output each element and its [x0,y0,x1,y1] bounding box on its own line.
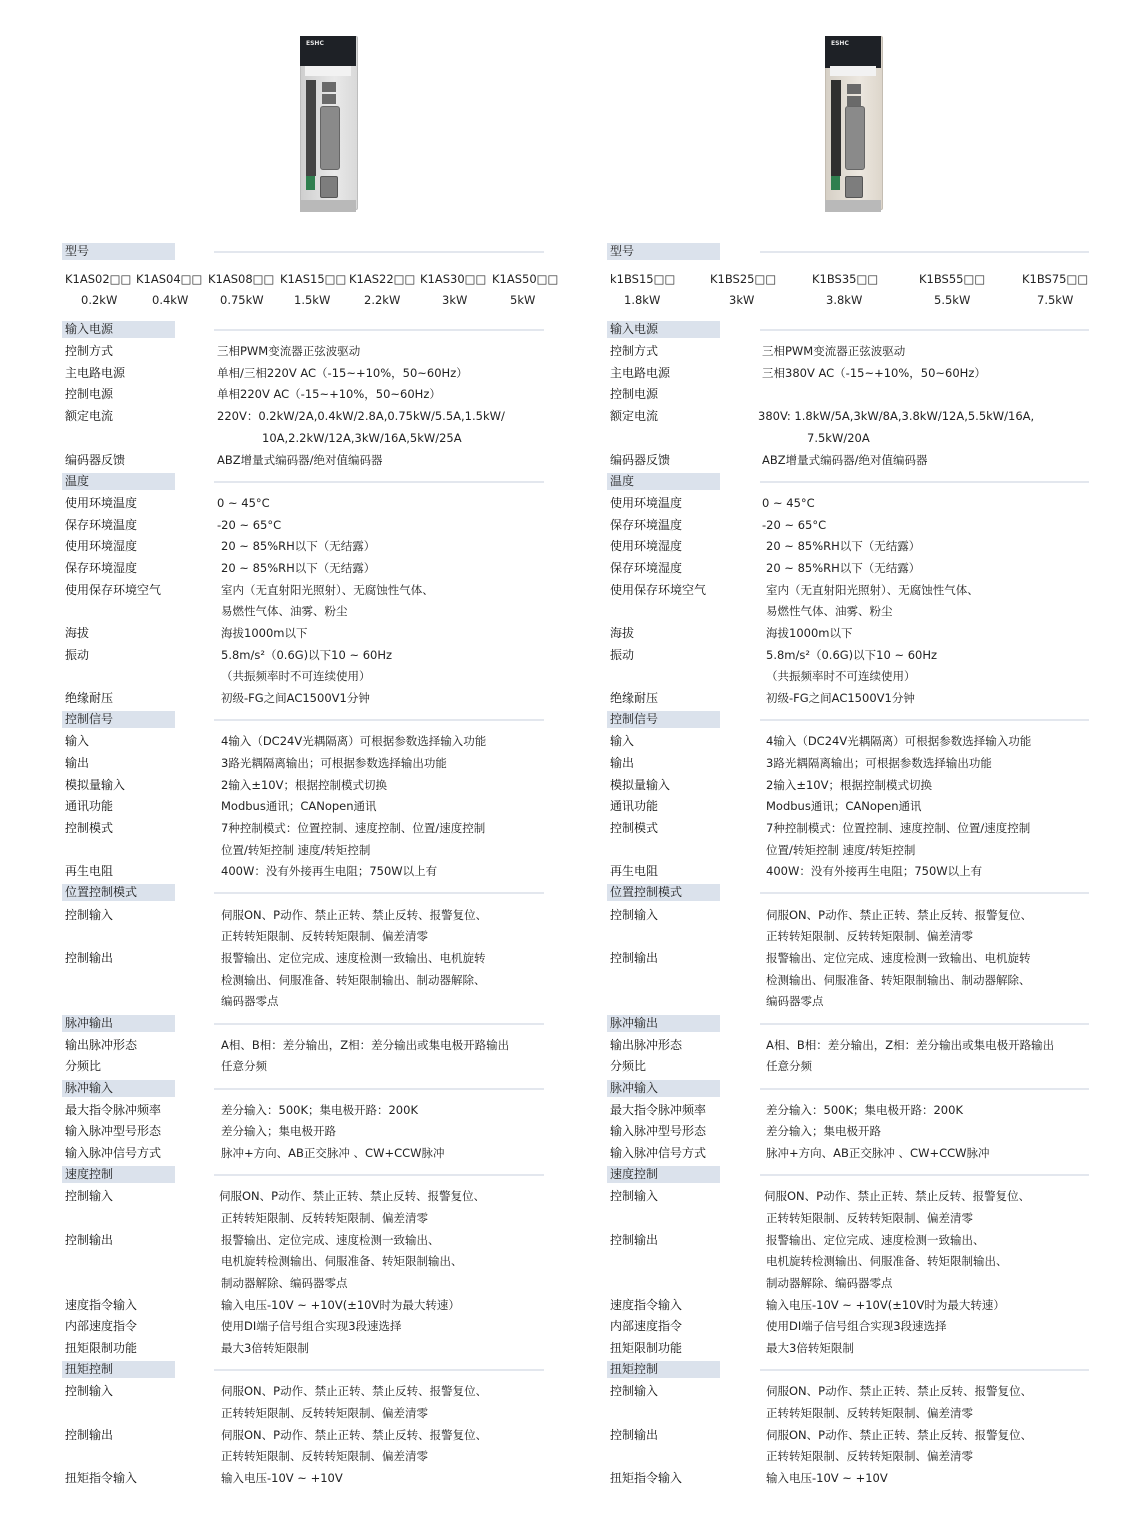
value-use-humidity: 20 ~ 85%RH以下（无结露） [221,539,376,553]
label-rated-current: 额定电流 [610,409,659,423]
value-encoder: ABZ增量式编码器/绝对值编码器 [217,453,383,467]
label-speed-cmd: 速度指令输入 [65,1298,138,1312]
value-ctrl-input: 正转转矩限制、反转转矩限制、偏差清零 [221,1406,428,1420]
label-ctrl-output: 控制输出 [610,951,659,965]
label-torque-limit: 扭矩限制功能 [65,1341,138,1355]
value-ctrl-modes: 位置/转矩控制 速度/转矩控制 [766,843,916,857]
value-ctrl-input: 正转转矩限制、反转转矩限制、偏差清零 [221,929,428,943]
model-name: k1BS15□□ [610,272,676,286]
label-divider: 分频比 [610,1059,647,1073]
label-torque-cmd: 扭矩指令输入 [65,1471,138,1485]
value-pulse-sig: 脉冲+方向、AB正交脉冲 、CW+CCW脉冲 [221,1146,445,1160]
label-analog: 模拟量输入 [610,778,671,792]
label-speed-cmd: 速度指令输入 [610,1298,683,1312]
value-divider: 任意分频 [766,1059,812,1073]
value-ctrl-output: 电机旋转检测输出、伺服准备、转矩限制输出、 [766,1254,1008,1268]
value-torque-limit: 最大3倍转矩限制 [766,1341,854,1355]
value-input: 4输入（DC24V光耦隔离）可根据参数选择输入功能 [766,734,1032,748]
value-ctrl-output: 电机旋转检测输出、伺服准备、转矩限制输出、 [221,1254,463,1268]
value-ctrl-input: 伺服ON、P动作、禁止正转、禁止反转、报警复位、 [766,908,1033,922]
value-air: 室内（无直射阳光照射）、无腐蚀性气体、 [221,583,434,597]
model-name: K1AS30□□ [420,272,487,286]
divider [214,892,544,894]
value-vibration: 5.8m/s²（0.6G)以下10 ~ 60Hz [221,648,393,662]
value-vibration: （共振频率时不可连续使用） [766,669,916,683]
value-store-temp: -20 ~ 65°C [762,518,827,532]
section-torque-ctrl: 扭矩控制 [607,1361,720,1378]
divider [214,1088,544,1090]
label-encoder: 编码器反馈 [610,453,671,467]
value-pulse-form: A相、B相：差分输出，Z相：差分输出或集电极开路输出 [221,1038,510,1052]
section-control-signal: 控制信号 [62,711,175,728]
divider [760,719,1089,721]
label-regen: 再生电阻 [65,864,114,878]
value-speed-cmd: 输入电压-10V ~ +10V(±10V时为最大转速） [221,1298,460,1312]
value-vibration: 5.8m/s²（0.6G)以下10 ~ 60Hz [766,648,938,662]
divider [214,329,544,331]
section-model: 型号 [62,243,175,260]
label-pulse-form: 输出脉冲形态 [65,1038,138,1052]
section-position-mode: 位置控制模式 [62,884,175,901]
section-pulse-in: 脉冲输入 [62,1080,175,1097]
label-internal-speed: 内部速度指令 [65,1319,138,1333]
label-ctrl-output: 控制输出 [610,1233,659,1247]
value-ctrl-output: 报警输出、定位完成、速度检测一致输出、 [766,1233,985,1247]
label-torque-limit: 扭矩限制功能 [610,1341,683,1355]
value-ctrl-modes: 位置/转矩控制 速度/转矩控制 [221,843,371,857]
value-regen: 400W：没有外接再生电阻；750W以上有 [221,864,438,878]
label-pulse-sig: 输入脉冲信号方式 [610,1146,707,1160]
value-ctrl-input: 正转转矩限制、反转转矩限制、偏差清零 [766,1406,973,1420]
value-pulse-type: 差分输入；集电极开路 [221,1124,336,1138]
value-torque-cmd: 输入电压-10V ~ +10V [766,1471,888,1485]
value-main-power: 三相380V AC（-15~+10%，50~60Hz） [762,366,986,380]
label-main-power: 主电路电源 [65,366,126,380]
label-store-humidity: 保存环境湿度 [65,561,138,575]
value-ctrl-input: 伺服ON、P动作、禁止正转、禁止反转、报警复位、 [764,1189,1031,1203]
servo-drive-image-right [825,36,885,212]
model-name: K1AS08□□ [208,272,275,286]
label-insulation: 绝缘耐压 [610,691,659,705]
model-name: K1BS35□□ [812,272,879,286]
label-comm: 通讯功能 [610,799,659,813]
value-store-temp: -20 ~ 65°C [217,518,282,532]
value-use-humidity: 20 ~ 85%RH以下（无结露） [766,539,921,553]
label-ctrl-modes: 控制模式 [610,821,659,835]
value-insulation: 初级-FG之间AC1500V1分钟 [221,691,370,705]
value-rated-current: 7.5kW/20A [807,431,870,445]
value-ctrl-input: 伺服ON、P动作、禁止正转、禁止反转、报警复位、 [221,1384,488,1398]
value-ctrl-modes: 7种控制模式：位置控制、速度控制、位置/速度控制 [766,821,1031,835]
label-ctrl-input: 控制输入 [65,1384,114,1398]
divider [214,481,544,483]
model-name: K1AS04□□ [136,272,203,286]
value-insulation: 初级-FG之间AC1500V1分钟 [766,691,915,705]
section-input-power: 输入电源 [607,321,720,338]
value-ctrl-input: 正转转矩限制、反转转矩限制、偏差清零 [766,1211,973,1225]
label-air: 使用保存环境空气 [610,583,707,597]
divider [214,1174,544,1176]
model-power: 1.8kW [624,293,661,307]
value-ctrl-input: 伺服ON、P动作、禁止正转、禁止反转、报警复位、 [766,1384,1033,1398]
divider [760,251,1089,253]
model-power: 1.5kW [294,293,331,307]
label-ctrl-power: 控制电源 [65,387,114,401]
value-analog: 2输入±10V；根据控制模式切换 [221,778,387,792]
label-input: 输入 [65,734,90,748]
value-rated-current: 380V: 1.8kW/5A,3kW/8A,3.8kW/12A,5.5kW/16A, [758,409,1035,423]
label-max-freq: 最大指令脉冲频率 [610,1103,707,1117]
value-ctrl-modes: 7种控制模式：位置控制、速度控制、位置/速度控制 [221,821,486,835]
section-pulse-out: 脉冲输出 [62,1015,175,1032]
value-ctrl-output: 报警输出、定位完成、速度检测一致输出、 [221,1233,440,1247]
divider [760,329,1089,331]
section-position-mode: 位置控制模式 [607,884,720,901]
device-logo: ESHC [306,40,324,47]
label-encoder: 编码器反馈 [65,453,126,467]
value-main-power: 单相/三相220V AC（-15~+10%，50~60Hz） [217,366,468,380]
value-pulse-form: A相、B相：差分输出，Z相：差分输出或集电极开路输出 [766,1038,1055,1052]
value-ctrl-output: 编码器零点 [766,994,824,1008]
label-store-temp: 保存环境温度 [610,518,683,532]
value-ctrl-output: 制动器解除、编码器零点 [221,1276,348,1290]
section-speed-ctrl: 速度控制 [607,1166,720,1183]
label-output: 输出 [610,756,635,770]
label-input: 输入 [610,734,635,748]
label-store-humidity: 保存环境湿度 [610,561,683,575]
value-max-freq: 差分输入：500K；集电极开路：200K [221,1103,418,1117]
label-divider: 分频比 [65,1059,102,1073]
divider [760,1023,1089,1025]
value-rated-current: 10A,2.2kW/12A,3kW/16A,5kW/25A [262,431,462,445]
value-ctrl-output: 正转转矩限制、反转转矩限制、偏差清零 [221,1449,428,1463]
label-ctrl-input: 控制输入 [610,908,659,922]
value-speed-cmd: 输入电压-10V ~ +10V(±10V时为最大转速） [766,1298,1005,1312]
value-ctrl-input: 伺服ON、P动作、禁止正转、禁止反转、报警复位、 [219,1189,486,1203]
value-ctrl-output: 正转转矩限制、反转转矩限制、偏差清零 [766,1449,973,1463]
model-name: K1BS75□□ [1022,272,1089,286]
label-use-humidity: 使用环境湿度 [610,539,683,553]
value-internal-speed: 使用DI端子信号组合实现3段速选择 [221,1319,402,1333]
label-altitude: 海拔 [610,626,635,640]
value-divider: 任意分频 [221,1059,267,1073]
label-control-mode: 控制方式 [610,344,659,358]
label-main-power: 主电路电源 [610,366,671,380]
label-store-temp: 保存环境温度 [65,518,138,532]
label-ctrl-modes: 控制模式 [65,821,114,835]
value-air: 易燃性气体、油雾、粉尘 [221,604,348,618]
model-name: K1BS25□□ [710,272,777,286]
device-logo: ESHC [831,40,849,47]
value-input: 4输入（DC24V光耦隔离）可根据参数选择输入功能 [221,734,487,748]
value-comm: Modbus通讯；CANopen通讯 [221,799,377,813]
model-name: K1AS22□□ [349,272,416,286]
label-regen: 再生电阻 [610,864,659,878]
value-pulse-sig: 脉冲+方向、AB正交脉冲 、CW+CCW脉冲 [766,1146,990,1160]
model-name: K1AS15□□ [280,272,347,286]
value-output: 3路光耦隔离输出；可根据参数选择输出功能 [766,756,992,770]
label-torque-cmd: 扭矩指令输入 [610,1471,683,1485]
value-internal-speed: 使用DI端子信号组合实现3段速选择 [766,1319,947,1333]
label-ctrl-input: 控制输入 [610,1189,659,1203]
value-torque-cmd: 输入电压-10V ~ +10V [221,1471,343,1485]
model-power: 0.2kW [81,293,118,307]
section-temperature: 温度 [607,473,720,490]
divider [214,1023,544,1025]
value-ctrl-output: 伺服ON、P动作、禁止正转、禁止反转、报警复位、 [221,1428,488,1442]
model-power: 2.2kW [364,293,401,307]
value-control-mode: 三相PWM变流器正弦波驱动 [217,344,361,358]
section-control-signal: 控制信号 [607,711,720,728]
label-ctrl-output: 控制输出 [65,1233,114,1247]
label-pulse-type: 输入脉冲型号形态 [65,1124,162,1138]
label-internal-speed: 内部速度指令 [610,1319,683,1333]
label-ctrl-input: 控制输入 [65,1189,114,1203]
model-power: 3kW [729,293,755,307]
label-use-humidity: 使用环境湿度 [65,539,138,553]
model-name: K1AS02□□ [65,272,132,286]
model-power: 3kW [442,293,468,307]
value-ctrl-output: 编码器零点 [221,994,279,1008]
value-ctrl-input: 正转转矩限制、反转转矩限制、偏差清零 [221,1211,428,1225]
model-power: 0.75kW [220,293,264,307]
section-temperature: 温度 [62,473,175,490]
label-vibration: 振动 [610,648,635,662]
value-regen: 400W：没有外接再生电阻；750W以上有 [766,864,983,878]
divider [760,1088,1089,1090]
model-power: 3.8kW [826,293,863,307]
value-ctrl-output: 制动器解除、编码器零点 [766,1276,893,1290]
value-altitude: 海拔1000m以下 [766,626,853,640]
value-store-humidity: 20 ~ 85%RH以下（无结露） [766,561,921,575]
section-model: 型号 [607,243,720,260]
model-power: 0.4kW [152,293,189,307]
section-input-power: 输入电源 [62,321,175,338]
label-rated-current: 额定电流 [65,409,114,423]
value-ctrl-output: 检测输出、伺服准备、转矩限制输出、制动器解除、 [766,973,1031,987]
label-air: 使用保存环境空气 [65,583,162,597]
model-name: K1BS55□□ [919,272,986,286]
section-speed-ctrl: 速度控制 [62,1166,175,1183]
label-vibration: 振动 [65,648,90,662]
value-use-temp: 0 ~ 45°C [217,496,270,510]
value-comm: Modbus通讯；CANopen通讯 [766,799,922,813]
label-output: 输出 [65,756,90,770]
model-name: K1AS50□□ [492,272,559,286]
label-ctrl-output: 控制输出 [610,1428,659,1442]
value-air: 易燃性气体、油雾、粉尘 [766,604,893,618]
value-ctrl-input: 伺服ON、P动作、禁止正转、禁止反转、报警复位、 [221,908,488,922]
label-pulse-sig: 输入脉冲信号方式 [65,1146,162,1160]
value-ctrl-input: 正转转矩限制、反转转矩限制、偏差清零 [766,929,973,943]
value-ctrl-power: 单相220V AC（-15~+10%，50~60Hz） [217,387,441,401]
divider [214,719,544,721]
value-torque-limit: 最大3倍转矩限制 [221,1341,309,1355]
value-altitude: 海拔1000m以下 [221,626,308,640]
value-ctrl-output: 报警输出、定位完成、速度检测一致输出、电机旋转 [221,951,486,965]
divider [760,1369,1089,1371]
value-analog: 2输入±10V；根据控制模式切换 [766,778,932,792]
value-encoder: ABZ增量式编码器/绝对值编码器 [762,453,928,467]
label-comm: 通讯功能 [65,799,114,813]
label-altitude: 海拔 [65,626,90,640]
label-ctrl-output: 控制输出 [65,1428,114,1442]
section-torque-ctrl: 扭矩控制 [62,1361,175,1378]
label-max-freq: 最大指令脉冲频率 [65,1103,162,1117]
label-ctrl-power: 控制电源 [610,387,659,401]
divider [214,251,544,253]
label-control-mode: 控制方式 [65,344,114,358]
divider [760,892,1089,894]
label-use-temp: 使用环境温度 [610,496,683,510]
label-ctrl-output: 控制输出 [65,951,114,965]
section-pulse-out: 脉冲输出 [607,1015,720,1032]
label-use-temp: 使用环境温度 [65,496,138,510]
label-analog: 模拟量输入 [65,778,126,792]
value-max-freq: 差分输入：500K；集电极开路：200K [766,1103,963,1117]
value-vibration: （共振频率时不可连续使用） [221,669,371,683]
label-pulse-type: 输入脉冲型号形态 [610,1124,707,1138]
divider [214,1369,544,1371]
model-power: 5.5kW [934,293,971,307]
label-insulation: 绝缘耐压 [65,691,114,705]
servo-drive-image-left [300,36,360,212]
divider [760,1174,1089,1176]
value-air: 室内（无直射阳光照射）、无腐蚀性气体、 [766,583,979,597]
label-pulse-form: 输出脉冲形态 [610,1038,683,1052]
value-rated-current: 220V：0.2kW/2A,0.4kW/2.8A,0.75kW/5.5A,1.5kW/ [217,409,505,423]
divider [760,481,1089,483]
label-ctrl-input: 控制输入 [65,908,114,922]
value-output: 3路光耦隔离输出；可根据参数选择输出功能 [221,756,447,770]
label-ctrl-input: 控制输入 [610,1384,659,1398]
model-power: 5kW [510,293,536,307]
model-power: 7.5kW [1037,293,1074,307]
value-control-mode: 三相PWM变流器正弦波驱动 [762,344,906,358]
value-use-temp: 0 ~ 45°C [762,496,815,510]
value-store-humidity: 20 ~ 85%RH以下（无结露） [221,561,376,575]
value-ctrl-output: 报警输出、定位完成、速度检测一致输出、电机旋转 [766,951,1031,965]
value-ctrl-output: 伺服ON、P动作、禁止正转、禁止反转、报警复位、 [766,1428,1033,1442]
section-pulse-in: 脉冲输入 [607,1080,720,1097]
value-pulse-type: 差分输入；集电极开路 [766,1124,881,1138]
value-ctrl-output: 检测输出、伺服准备、转矩限制输出、制动器解除、 [221,973,486,987]
